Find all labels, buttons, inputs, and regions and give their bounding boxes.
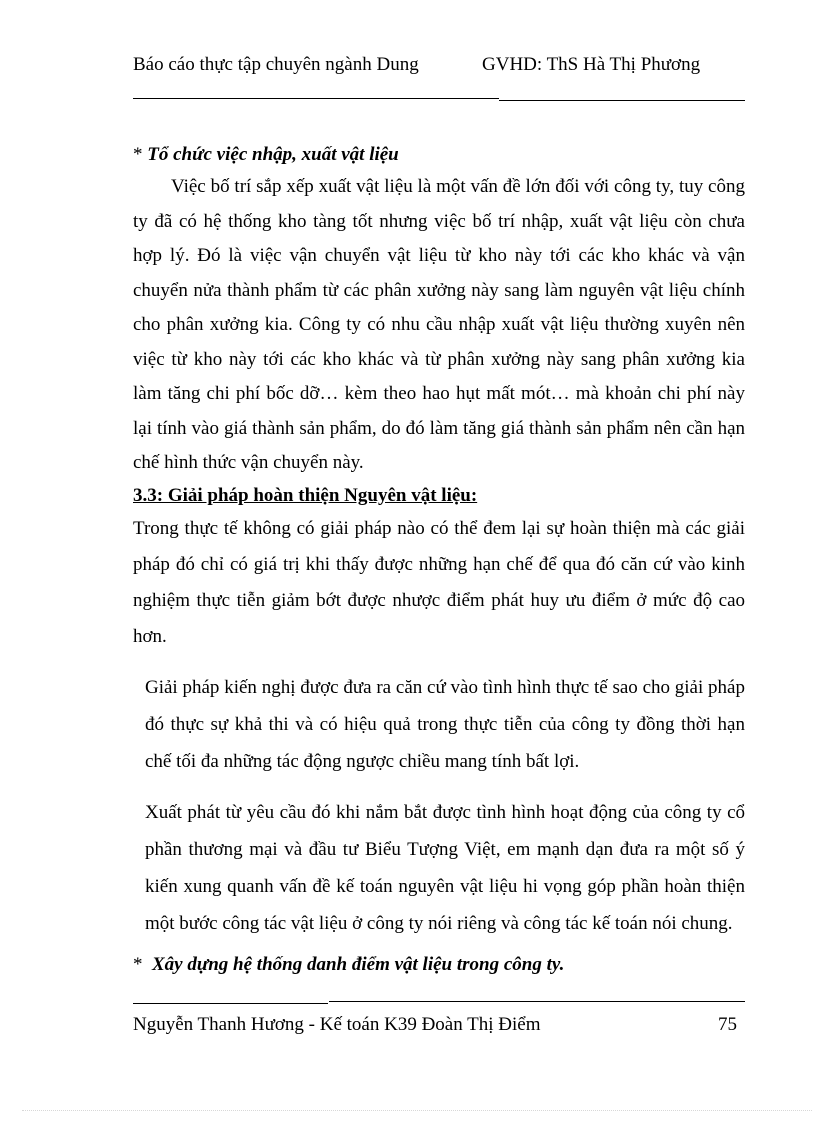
paragraph-solutions-intro: Trong thực tế không có giải pháp nào có thể đem lại sự hoàn thiện mà các giải pháp đó chỉ có giá trị khi thấy được những hạn chế để qua đó căn cứ vào kinh nghiệm thực tiễn giảm bớt được nhược điểm phát huy ưu điểm ở mức độ cao hơn. xyxy=(133,517,745,647)
section-heading-3-3: 3.3: Giải pháp hoàn thiện Nguyên vật liệu: xyxy=(133,484,478,506)
paragraph-proposal-basis: Giải pháp kiến nghị được đưa ra căn cứ vào tình hình thực tế sao cho giải pháp đó thực sự khả thi và có hiệu quả trong thực tiễn của công ty đồng thời hạn chế tối đa những tác động ngược chiều mang tính bất lợi. xyxy=(145,676,745,772)
section-heading-text: Tổ chức việc nhập, xuất vật liệu xyxy=(147,144,399,165)
subheading-text: Xây dựng hệ thống danh điểm vật liệu trong công ty. xyxy=(152,953,565,975)
bullet-star: * xyxy=(133,144,143,165)
header-divider-right xyxy=(499,100,745,101)
main-content xyxy=(133,140,745,980)
header-report-title: Báo cáo thực tập chuyên ngành Dung xyxy=(133,54,419,75)
footer-divider-right xyxy=(329,1001,745,1002)
subheading-material-catalog xyxy=(133,950,745,980)
section-heading-material-flow xyxy=(133,140,745,170)
page-edge-dotted-line xyxy=(22,1110,812,1111)
footer-author: Nguyễn Thanh Hương - Kế toán K39 Đoàn Thị Điểm xyxy=(133,1014,541,1035)
bullet-star: * xyxy=(133,953,143,975)
header-divider-left xyxy=(133,98,499,99)
page-number: 75 xyxy=(718,1014,737,1035)
header-supervisor: GVHD: ThS Hà Thị Phương xyxy=(482,54,701,75)
paragraph-proposal-context: Xuất phát từ yêu cầu đó khi nắm bắt được tình hình hoạt động của công ty cổ phần thương mại và đầu tư Biểu Tượng Việt, em mạnh dạn đưa ra một số ý kiến xung quanh vấn đề kế toán nguyên vật liệu hi vọng góp phần hoàn thiện một bước công tác vật liệu ở công ty nói riêng và công tác kế toán nói chung. xyxy=(145,801,745,934)
footer-divider-left xyxy=(133,1003,328,1004)
paragraph-material-flow: Việc bố trí sắp xếp xuất vật liệu là một vấn đề lớn đối với công ty, tuy công ty đã có hệ thống kho tàng tốt nhưng việc bố trí nhập, xuất vật liệu còn chưa hợp lý. Đó là việc vận chuyển vật liệu từ kho này tới các kho khác và vận chuyển nửa thành phẩm từ các phân xưởng này sang làm nguyên vật liệu chính cho phân xưởng kia. Công ty có nhu cầu nhập xuất vật liệu thường xuyên nên việc từ kho này tới các kho khác và từ phân xưởng này sang phân xưởng kia làm tăng chi phí bốc dỡ… kèm theo hao hụt mất mót… mà khoản chi phí này lại tính vào giá thành sản phẩm, do đó làm tăng giá thành sản phẩm nên cần hạn chế hình thức vận chuyển này. xyxy=(133,176,745,473)
